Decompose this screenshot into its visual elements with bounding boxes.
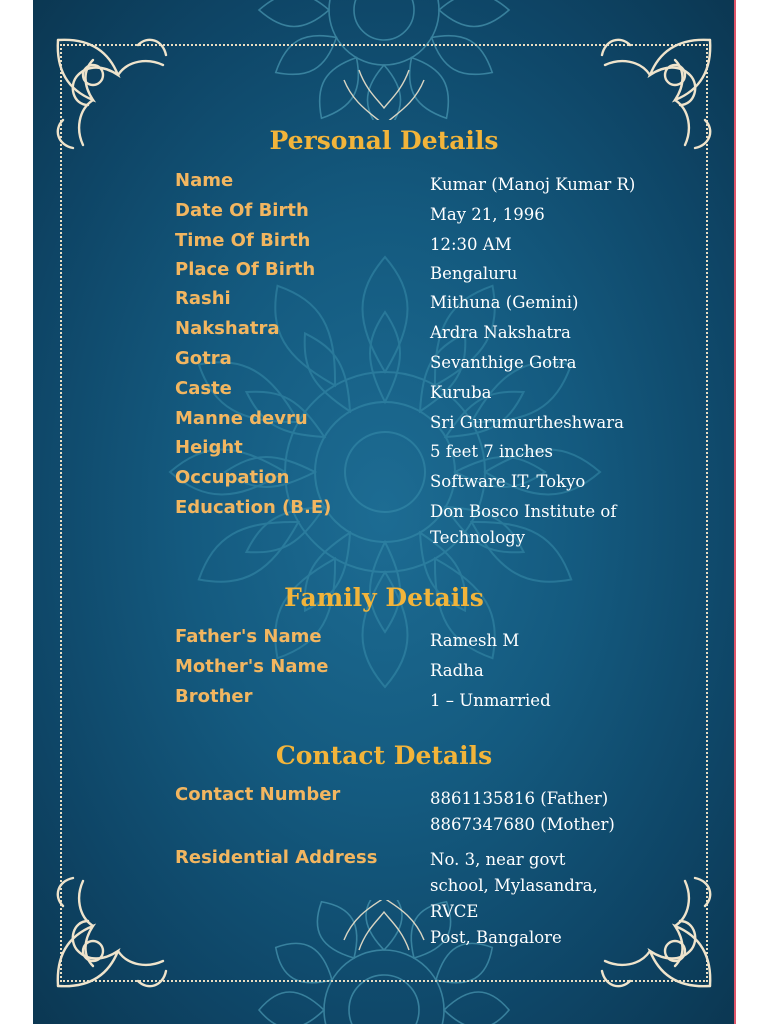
detail-label: Gotra — [175, 348, 232, 369]
detail-value: 12:30 AM — [430, 235, 512, 254]
detail-label: Nakshatra — [175, 318, 280, 339]
detail-value: Bengaluru — [430, 264, 518, 283]
detail-label: Father's Name — [175, 626, 322, 647]
detail-label: Name — [175, 170, 234, 191]
detail-value: Kumar (Manoj Kumar R) — [430, 175, 636, 194]
detail-label: Occupation — [175, 467, 290, 488]
detail-value: May 21, 1996 — [430, 205, 545, 224]
detail-label: Height — [175, 437, 243, 458]
detail-value: Ardra Nakshatra — [430, 323, 571, 342]
floral-corner-icon — [48, 866, 178, 996]
family-details-heading: Family Details — [284, 583, 484, 612]
detail-value — [430, 847, 650, 951]
detail-label: Caste — [175, 378, 232, 399]
detail-value: Software IT, Tokyo — [430, 472, 586, 491]
address-line: school, Mylasandra, RVCE — [430, 876, 598, 921]
detail-label: Contact Number — [175, 784, 341, 805]
detail-value: Kuruba — [430, 383, 492, 402]
detail-label: Rashi — [175, 288, 231, 309]
phone-number: 8861135816 (Father) — [430, 789, 609, 808]
detail-label: Mother's Name — [175, 656, 329, 677]
detail-label: Time Of Birth — [175, 230, 311, 251]
address-line: Post, Bangalore — [430, 928, 562, 947]
contact-details-heading: Contact Details — [275, 741, 493, 770]
personal-details-heading: Personal Details — [269, 126, 499, 155]
detail-label: Brother — [175, 686, 253, 707]
detail-value: 1 – Unmarried — [430, 691, 551, 710]
detail-value — [430, 786, 650, 838]
detail-value: Mithuna (Gemini) — [430, 293, 579, 312]
detail-value: Radha — [430, 661, 484, 680]
detail-value: Sri Gurumurtheshwara — [430, 413, 624, 432]
detail-label: Date Of Birth — [175, 200, 309, 221]
detail-value: Don Bosco Institute of Technology — [430, 502, 617, 547]
detail-value: Ramesh M — [430, 631, 520, 650]
detail-value: Sevanthige Gotra — [430, 353, 577, 372]
detail-label: Residential Address — [175, 847, 378, 868]
detail-label: Education (B.E) — [175, 497, 332, 518]
detail-value: 5 feet 7 inches — [430, 442, 554, 461]
phone-number: 8867347680 (Mother) — [430, 815, 615, 834]
detail-label: Place Of Birth — [175, 259, 316, 280]
address-line: No. 3, near govt — [430, 850, 566, 869]
detail-label: Manne devru — [175, 408, 308, 429]
